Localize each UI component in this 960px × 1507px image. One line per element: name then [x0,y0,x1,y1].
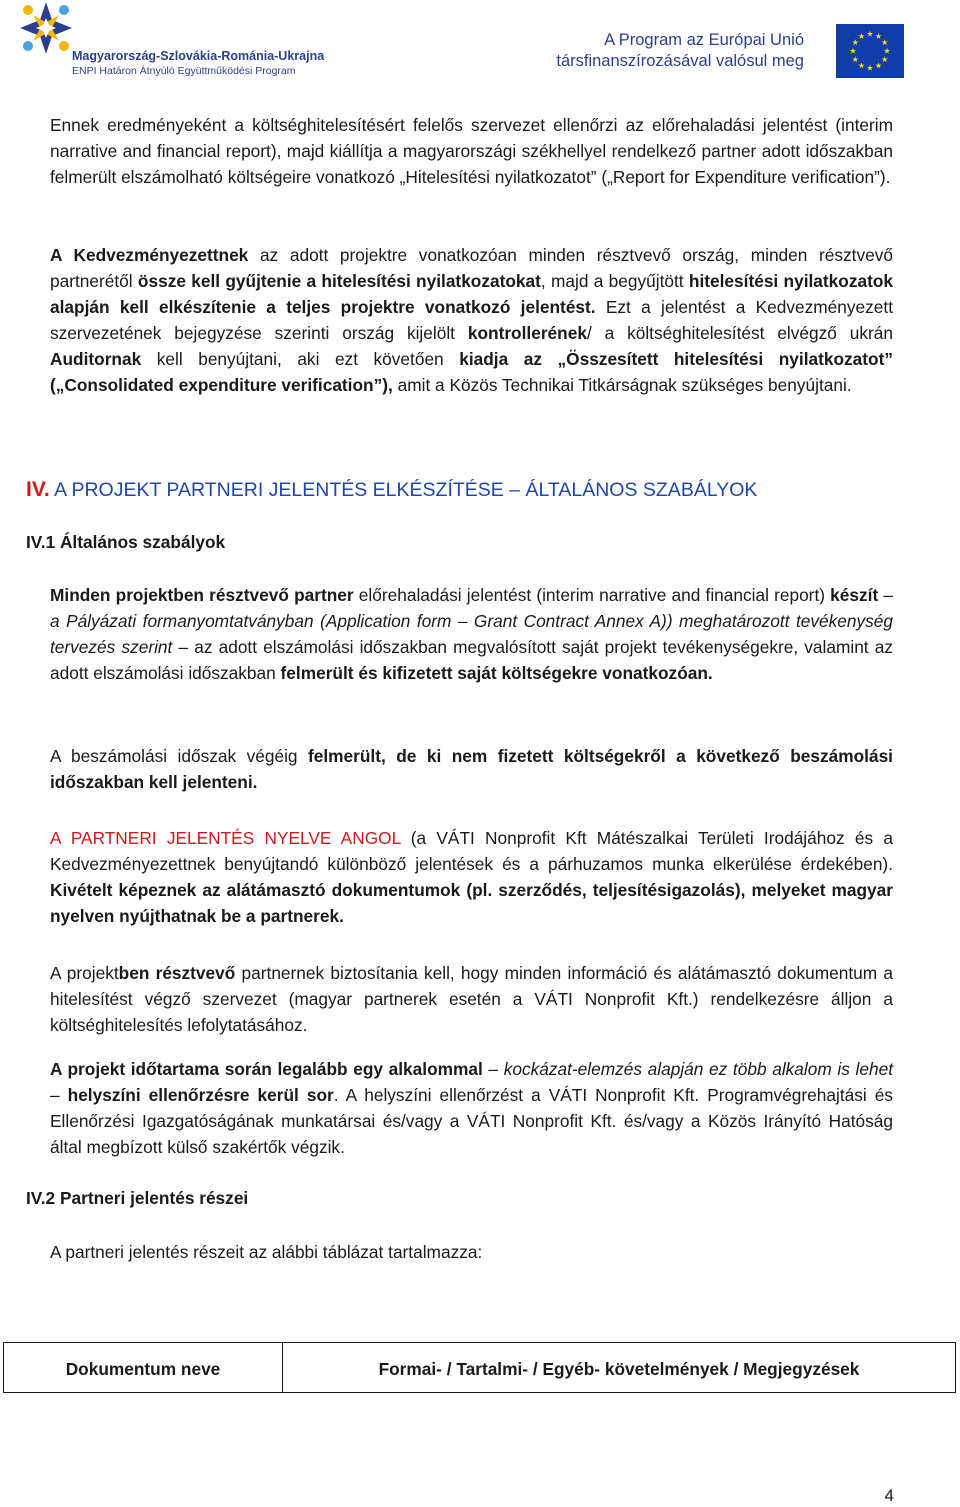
p3-bold-2: készít [830,585,879,605]
eu-text-line2: társfinanszírozásával valósul meg [556,52,804,70]
paragraph-onsite-check [50,1056,893,1160]
table-header-document-name: Dokumentum neve [4,1343,283,1392]
p7-italic-1: kockázat-elemzés alapján ez több alkalom is lehet [503,1059,894,1079]
p2-bold-6: kiadja az „Összesített hitelesítési nyilatkozatot” („Consolidated expenditure verification”), [50,349,893,395]
p2-bold-4: kontrollerének [467,323,587,343]
paragraph-report-language [50,825,893,929]
p4-bold-1: felmerült, de ki nem fizetett költségekről a következő beszámolási időszakban kell jelenteni. [50,746,893,792]
p3-bold-3: felmerült és kifizetett saját költségekre vonatkozóan. [280,663,713,683]
paragraph-unpaid-costs [50,743,893,795]
paragraph-verification-intro [50,112,893,190]
page-header [0,0,960,84]
table-header-requirements: Formai- / Tartalmi- / Egyéb- követelmények / Megjegyzések [378,1359,860,1379]
p2-bold-5: Auditornak [50,349,142,369]
p7-text-2: – [50,1085,68,1105]
p3-bold-1: Minden projektben résztvevő partner [50,585,354,605]
eu-text-line1: A Program az Európai Unió [604,31,804,49]
p6-text-2: partnernek biztosítania kell, hogy minden információ és alátámasztó dokumentum a hitelesítést végző szervezet (magyar partnerek esetén a VÁTI Nonprofit Kft.) rendelkezésre álljon a költséghitelesítés lefolytatásához. [50,963,893,1035]
p6-text-1: A projekt [50,963,119,983]
section-heading-iv [26,478,757,502]
eu-flag-icon [836,24,904,78]
page-number: 4 [884,1486,894,1505]
program-name: Magyarország-Szlovákia-Románia-Ukrajna [72,49,325,63]
p3-text-3: – az adott elszámolási időszakban megvalósított saját projekt tevékenységekre, valamint az adott elszámolási időszakban [50,637,893,683]
p2-bold-3: hitelesítési nyilatkozatok alapján kell elkészítenie a teljes projektre vonatkozó jelentést. [50,271,894,317]
p7-bold-2: helyszíni ellenőrzésre kerül sor [67,1085,334,1105]
p4-text-1: A beszámolási időszak végéig [50,746,308,766]
p1-text: Ennek eredményeként a költséghitelesítésért felelős szervezet ellenőrzi az előrehaladási jelentést (interim narrative and financial report), majd kiállítja a magyarországi székhellyel rendelkező partner adott időszakban felmerült elszámolható költségeire vonatkozó „Hitelesítési nyilatkozatot” („Report for Expenditure verification”). [50,115,893,187]
p2-text-1: az adott projektre vonatkozóan minden résztvevő ország, minden résztvevő partnerétől [50,245,893,291]
p7-text-3: . A helyszíni ellenőrzést a VÁTI Nonprofit Kft. Programvégrehajtási és Ellenőrzési Igazgatóságának munkatársai és/vagy a VÁTI Nonprofit Kft. és/vagy a Közös Irányító Hatóság által megbízott külső szakértők végzik. [50,1085,893,1157]
p2-text-5: kell benyújtani, aki ezt követően [141,349,460,369]
eu-cofinancing-logo [534,24,904,80]
p2-bold-1: A Kedvezményezettnek [50,245,249,265]
section-title: A PROJEKT PARTNERI JELENTÉS ELKÉSZÍTÉSE – ÁLTALÁNOS SZABÁLYOK [49,479,758,501]
p2-text-3: Ezt a jelentést a Kedvezményezett szervezetének bejegyzése szerinti ország kijelölt [50,297,893,343]
program-subtitle: ENPI Határon Átnyúló Együttműködési Program [72,65,296,77]
p2-text-6: amit a Közös Technikai Titkárságnak szükséges benyújtani. [392,375,852,395]
subheading-iv-1: IV.1 Általános szabályok [26,532,226,552]
p2-text-4: / a költséghitelesítést elvégző ukrán [586,323,893,343]
p6-bold-1: ben résztvevő [118,963,236,983]
p3-text-1: előrehaladási jelentést (interim narrative and financial report) [353,585,831,605]
p7-text-1: – [482,1059,504,1079]
p2-text-2: , majd a begyűjtött [540,271,689,291]
eu-cofinancing-text [556,30,804,72]
p3-text-2: – [878,585,893,605]
paragraph-partner-report [50,582,893,686]
section-number: IV. [26,478,50,501]
paragraph-beneficiary-duties [50,242,893,398]
p5-text-1: (a VÁTI Nonprofit Kft Mátészalkai Területi Irodájához és a Kedvezményezettnek benyújtandó különböző jelentések és a párhuzamos munka elkerülése érdekében). [50,828,893,874]
paragraph-table-intro: A partneri jelentés részeit az alábbi táblázat tartalmazza: [50,1242,483,1262]
p7-bold-1: A projekt időtartama során legalább egy alkalommal [50,1059,483,1079]
program-logo [10,0,330,80]
p2-bold-2: össze kell gyűjtenie a hitelesítési nyilatkozatokat [137,271,541,291]
requirements-table-header [3,1342,956,1393]
paragraph-documents-available [50,960,893,1038]
p5-bold-1: Kivételt képeznek az alátámasztó dokumentumok (pl. szerződés, teljesítésigazolás), melyeket magyar nyelven nyújthatnak be a partnerek. [50,880,893,926]
p5-red-1: A PARTNERI JELENTÉS NYELVE ANGOL [50,828,401,848]
p3-italic-1: a Pályázati formanyomtatványban (Application form – Grant Contract Annex A)) meghatározott tevékenység tervezés szerint [50,611,893,657]
subheading-iv-2: IV.2 Partneri jelentés részei [26,1188,249,1208]
